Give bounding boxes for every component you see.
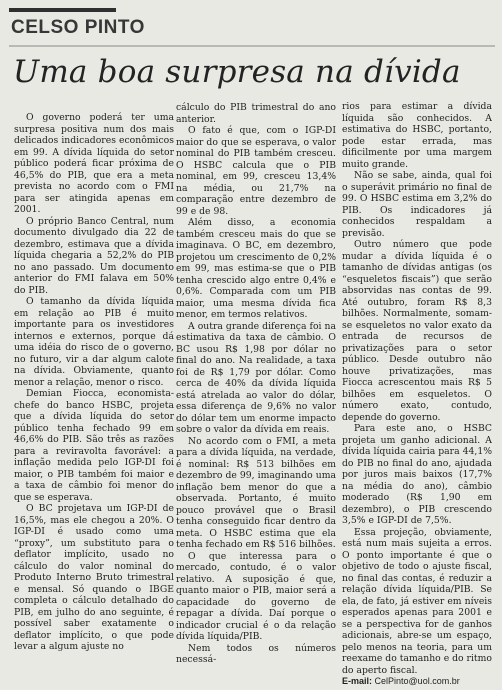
headline-rule bbox=[9, 45, 495, 47]
paragraph: rios para estimar a dívida líquida são conhecidos. A estimativa do HSBC, portanto, pode estar errada, mas dificilmente por uma margem muito grande. bbox=[342, 101, 492, 170]
headline: Uma boa surpresa na dívida bbox=[13, 54, 461, 90]
paragraph: Outro número que pode mudar a dívida líquida é o tamanho de dívidas antigas (os “esqueletos fiscais”) que serão absorvidas nas contas de 99. Até outubro, foram R$ 8,3 bilhões. Normalmente, somam-se esqueletos no valor exato da entrada de recursos de privatizações para o setor público. Desde outubro não houve privatizações, mas Fiocca acrescentou mais R$ 5 bilhões em esqueletos. O número exato, contudo, depende do governo. bbox=[342, 239, 492, 423]
paragraph: Além disso, a economia também cresceu mais do que se imaginava. O BC, em dezembro, projetou um crescimento de 0,2% em 99, mas estima-se que o PIB tenha crescido algo entre 0,4% e 0,6%. Comparada com um PIB maior, uma mesma dívida fica menor, em termos relativos. bbox=[176, 217, 336, 320]
author-name: CELSO PINTO bbox=[11, 17, 145, 38]
email-label: E-mail: bbox=[342, 676, 373, 686]
article-column-3 bbox=[342, 101, 492, 690]
paragraph: Nem todos os números necessá- bbox=[176, 642, 336, 665]
paragraph: Essa projeção, obviamente, está num mais sujeita a erros. O ponto importante é que o objetivo de todo o ajuste fiscal, no final das contas, é reduzir a relação dívida líquida/PIB. Se ela, de fato, já estiver em níveis esperados apenas para 2001 e se a perspectiva for de ganhos adicionais, abre-se um espaço, pelo menos na teoria, para um reexame do tamanho e do ritmo do aperto fiscal. bbox=[342, 526, 492, 676]
paragraph: Não se sabe, ainda, qual foi o superávit primário no final de 99. O HSBC estima em 3,2% do PIB. Os indicadores já conhecidos respaldam a previsão. bbox=[342, 170, 492, 239]
paragraph: No acordo com o FMI, a meta para a dívida líquida, na verdade, é nominal: R$ 513 bilhões em dezembro de 99, imaginando uma inflação bem menor do que a observada. Portanto, é muito pouco provável que o Brasil tenha conseguido ficar dentro da meta. O HSBC estima que ela tenha fechado em R$ 516 bilhões. bbox=[176, 435, 336, 550]
paragraph: A outra grande diferença foi na estimativa da taxa de câmbio. O BC usou R$ 1,98 por dólar no final do ano. Na realidade, a taxa foi de R$ 1,79 por dólar. Como cerca de 40% da dívida líquida está atrelada ao valor do dólar, essa diferença de 9,6% no valor do dólar tem um enorme impacto sobre o valor da dívida em reais. bbox=[176, 320, 336, 435]
paragraph: Demian Fiocca, economista-chefe do banco HSBC, projeta que a dívida líquida do setor público tenha fechado 99 em 46,6% do PIB. São três as razões para a reviravolta favorável: a inflação medida pelo IGP-DI foi maior, o PIB também foi maior e a taxa de câmbio foi menor do que se esperava. bbox=[14, 388, 174, 503]
article-column-1 bbox=[14, 112, 174, 690]
email-address: CelPinto@uol.com.br bbox=[374, 676, 460, 686]
paragraph: O que interessa para o mercado, contudo, é o valor relativo. A suposição é que, quanto maior o PIB, maior será a capacidade do governo de repagar a dívida. Daí porque o indicador crucial é o da relação dívida líquida/PIB. bbox=[176, 550, 336, 642]
paragraph: O governo poderá ter uma surpresa positiva num dos mais delicados indicadores econômicos em 99. A dívida líquida do setor público poderá ficar próxima de 46,5% do PIB, que era a meta prevista no acordo com o FMI para ser atingida apenas em 2001. bbox=[14, 112, 174, 215]
paragraph: O fato é que, com o IGP-DI maior do que se esperava, o valor nominal do PIB também cresceu. O HSBC calcula que o PIB nominal, em 99, cresceu 13,4% na média, ou 21,7% na comparação entre dezembro de 99 e de 98. bbox=[176, 125, 336, 217]
paragraph: Para este ano, o HSBC projeta um ganho adicional. A dívida líquida cairia para 44,1% do PIB no final do ano, ajudada por juros mais baixos (17,7% na média do ano), câmbio moderado (R$ 1,90 em dezembro), o PIB crescendo 3,5% e IGP-DI de 7,5%. bbox=[342, 423, 492, 526]
author-email bbox=[342, 676, 492, 688]
paragraph: O BC projetava um IGP-DI de 16,5%, mas ele chegou a 20%. O IGP-DI é usado como uma “proxy”, um substituto para o deflator implícito, usado no cálculo do valor nominal do Produto Interno Bruto trimestral e mensal. Só quando o IBGE completa o cálculo detalhado do PIB, em julho do ano seguinte, é possível saber exatamente o deflator implícito, o que pode levar a algum ajuste no bbox=[14, 503, 174, 652]
paragraph: O próprio Banco Central, num documento divulgado dia 22 de dezembro, estimava que a dívida líquida chegaria a 52,2% do PIB no ano passado. Um documento anterior do FMI falava em 50% do PIB. bbox=[14, 215, 174, 296]
article-column-2 bbox=[176, 102, 336, 690]
header-rule-top bbox=[9, 8, 116, 12]
paragraph: cálculo do PIB trimestral do ano anterior. bbox=[176, 102, 336, 125]
paragraph: O tamanho da dívida líquida em relação ao PIB é muito importante para os investidores internos e externos, porque dá uma idéia do risco de o governo, no futuro, vir a dar algum calote na dívida. Obviamente, quanto menor a relação, menor o risco. bbox=[14, 296, 174, 388]
